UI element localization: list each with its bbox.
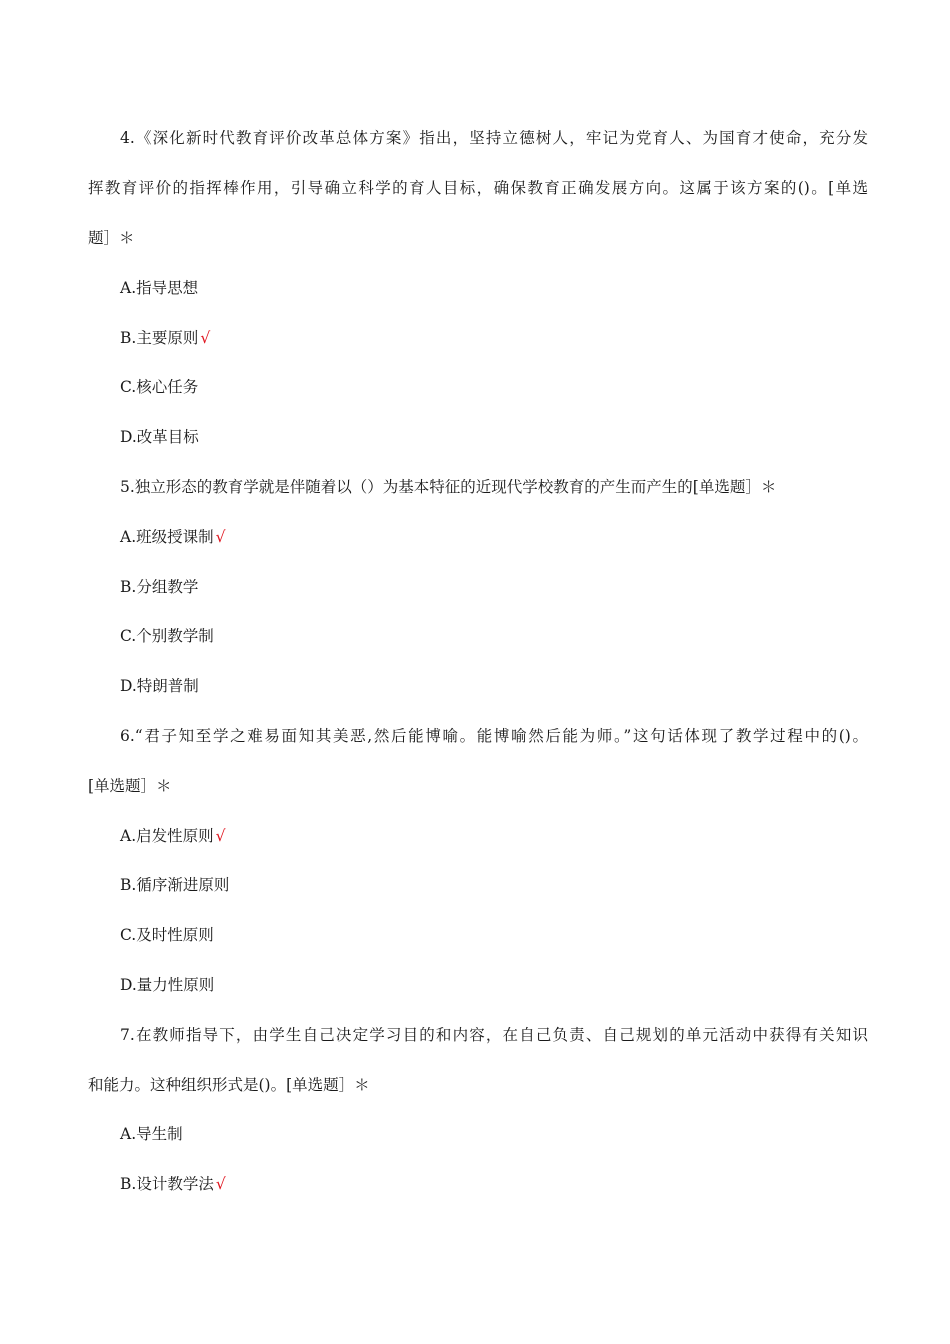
question-4-line-1: 4.《深化新时代教育评价改革总体方案》指出，坚持立德树人，牢记为党育人、为国育才使命，充分发 xyxy=(120,129,868,147)
question-6-line-1: 6.“君子知至学之难易面知其美恶,然后能博喻。能博喻然后能为师。”这句话体现了教学过程中的()。 xyxy=(120,727,868,745)
question-7-option-a xyxy=(120,1124,185,1144)
option-label: A.班级授课制 xyxy=(120,528,214,546)
question-5-option-b xyxy=(120,577,200,597)
question-4-line-2: 挥教育评价的指挥棒作用，引导确立科学的育人目标，确保教育正确发展方向。这属于该方案的()。[单选 xyxy=(88,179,868,197)
question-5-option-d xyxy=(120,676,201,696)
question-6-option-a xyxy=(120,826,226,846)
option-label: B.分组教学 xyxy=(120,578,199,596)
question-5-option-a xyxy=(120,527,226,547)
correct-check-icon: √ xyxy=(215,528,226,546)
question-6-option-b xyxy=(120,875,231,895)
question-6-line-2: [单选题］＊ xyxy=(88,777,172,795)
question-5-option-c xyxy=(120,626,216,646)
option-label: B.主要原则 xyxy=(120,329,199,347)
question-4-option-d xyxy=(120,427,201,447)
option-label: B.设计教学法 xyxy=(120,1175,214,1193)
question-7-line-2: 和能力。这种组织形式是()。[单选题］＊ xyxy=(88,1076,370,1094)
option-label: D.改革目标 xyxy=(120,428,199,446)
correct-check-icon: √ xyxy=(215,1175,226,1193)
correct-check-icon: √ xyxy=(200,329,211,347)
option-label: C.及时性原则 xyxy=(120,926,214,944)
question-6-option-c xyxy=(120,925,216,945)
option-label: C.核心任务 xyxy=(120,378,199,396)
option-label: D.量力性原则 xyxy=(120,976,215,994)
question-4-option-a xyxy=(120,278,200,298)
option-label: A.指导思想 xyxy=(120,279,199,297)
option-label: A.导生制 xyxy=(120,1125,183,1143)
option-label: A.启发性原则 xyxy=(120,827,214,845)
option-label: B.循序渐进原则 xyxy=(120,876,230,894)
question-4-option-c xyxy=(120,377,200,397)
question-5-line-1: 5.独立形态的教育学就是伴随着以（）为基本特征的近现代学校教育的产生而产生的[单选题］＊ xyxy=(120,478,777,496)
option-label: C.个别教学制 xyxy=(120,627,214,645)
question-7-line-1: 7.在教师指导下，由学生自己决定学习目的和内容，在自己负责、自己规划的单元活动中获得有关知识 xyxy=(120,1026,868,1044)
correct-check-icon: √ xyxy=(215,827,226,845)
question-4-line-3: 题］＊ xyxy=(88,229,135,247)
question-7-option-b xyxy=(120,1174,226,1194)
question-4-option-b xyxy=(120,328,210,348)
question-6-option-d xyxy=(120,975,216,995)
option-label: D.特朗普制 xyxy=(120,677,199,695)
